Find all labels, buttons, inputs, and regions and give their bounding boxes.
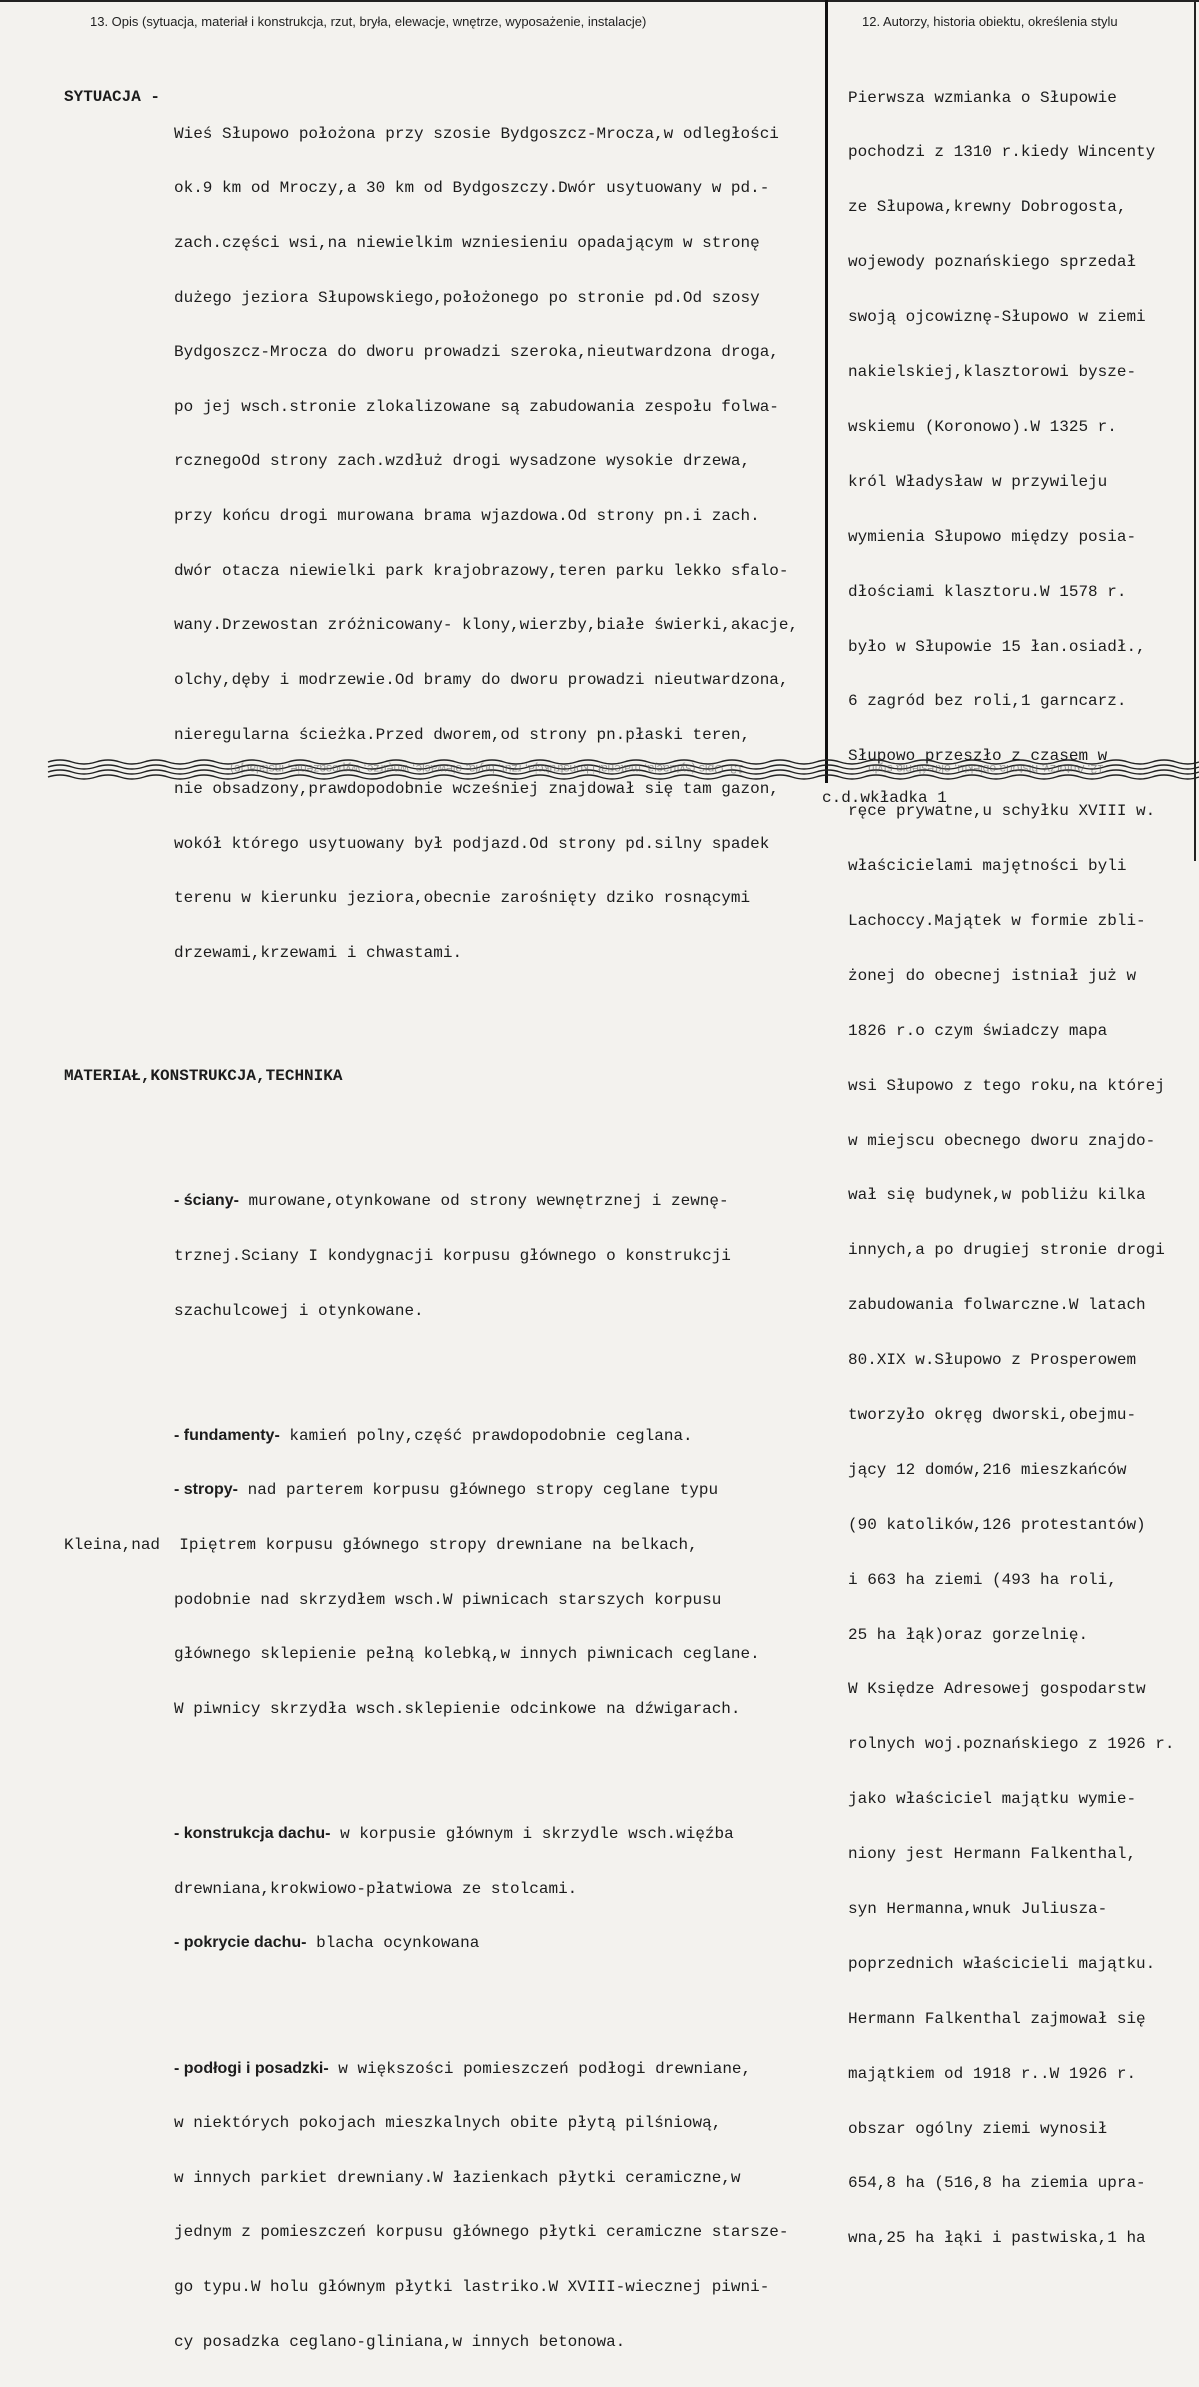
spacer xyxy=(64,1989,824,2005)
foundations-entry xyxy=(174,1427,824,1445)
history-line: pochodzi z 1310 r.kiedy Wincenty xyxy=(848,143,1156,162)
text-line: nieregularna ścieżka.Przed dworem,od strony pn.płaski teren, xyxy=(174,725,751,744)
text-line: Wieś Słupowo położona przy szosie Bydgoszcz-Mrocza,w odległości xyxy=(174,124,779,143)
floors-line: go typu.W holu głównym płytki lastriko.W XVIII-wiecznej piwni- xyxy=(174,2277,770,2296)
history-line: W Księdze Adresowej gospodarstw xyxy=(848,1680,1146,1699)
roof-structure-entry xyxy=(174,1825,824,1843)
history-line: 80.XIX w.Słupowo z Prosperowem xyxy=(848,1351,1137,1370)
roofing-line: blacha ocynkowana xyxy=(306,1934,480,1953)
spacer xyxy=(64,1754,824,1770)
history-line: 25 ha łąk)oraz gorzelnię. xyxy=(848,1625,1089,1644)
ceilings-line: głównego sklepienie pełną kolebką,w innych piwnicach ceglane. xyxy=(174,1645,760,1664)
situation-section xyxy=(64,88,824,998)
history-line: wał się budynek,w pobliżu kilka xyxy=(848,1186,1146,1205)
text-line: Bydgoszcz-Mrocza do dworu prowadzi szeroka,nieutwardzona droga, xyxy=(174,343,779,362)
ceilings-line: Kleina,nad Ipiętrem korpusu głównego stropy drewniane na belkach, xyxy=(64,1536,698,1555)
text-line: zach.części wsi,na niewielkim wzniesieniu opadającym w stronę xyxy=(174,234,760,253)
history-line: rolnych woj.poznańskiego z 1926 r. xyxy=(848,1735,1175,1754)
ceilings-first: nad parterem korpusu głównego stropy ceglane typu xyxy=(238,1481,719,1500)
history-line: syn Hermanna,wnuk Juliusza- xyxy=(848,1899,1108,1918)
history-line: Lachoccy.Majątek w formie zbli- xyxy=(848,911,1146,930)
history-line: jako właściciel majątku wymie- xyxy=(848,1790,1137,1809)
text-line: rcznegoOd strony zach.wzdłuż drogi wysadzone wysokie drzewa, xyxy=(174,452,751,471)
history-line: Hermann Falkenthal zajmował się xyxy=(848,2009,1146,2028)
situation-label: SYTUACJA - xyxy=(64,88,161,107)
history-line: 1826 r.o czym świadczy mapa xyxy=(848,1021,1108,1040)
mirrored-header-right: 12. Autorzy, historia obiektu, określenia stylu xyxy=(868,762,1104,776)
ceilings-line: W piwnicy skrzydła wsch.sklepienie odcinkowe na dźwigarach. xyxy=(174,1699,741,1718)
history-line: ręce prywatne,u schyłku XVIII w. xyxy=(848,802,1156,821)
floors-first: w większości pomieszczeń podłogi drewniane, xyxy=(328,2059,752,2078)
roofing-entry xyxy=(174,1934,824,1952)
history-line: w miejscu obecnego dworu znajdo- xyxy=(848,1131,1156,1150)
foundations-line: kamień polny,część prawdopodobnie ceglana. xyxy=(279,1426,693,1445)
history-line: innych,a po drugiej stronie drogi xyxy=(848,1241,1165,1260)
walls-line-2: trznej.Sciany I kondygnacji korpusu głównego o konstrukcji xyxy=(174,1247,731,1265)
text-line: wany.Drzewostan zróżnicowany- klony,wierzby,białe świerki,akacje, xyxy=(174,616,799,635)
history-line: poprzednich właścicieli majątku. xyxy=(848,1954,1156,1973)
walls-entry xyxy=(174,1192,824,1210)
mirrored-header-left: 13. Opis (sytuacja, materiał i konstrukcja, rzut, bryła, elewacje, wnętrze, wyposażenie, instalacje) xyxy=(230,762,744,776)
history-line: zabudowania folwarczne.W latach xyxy=(848,1296,1146,1315)
roof-structure-line: drewniana,krokwiowo-płatwiowa ze stolcami. xyxy=(174,1879,578,1898)
ceilings-key: - stropy- xyxy=(174,1481,238,1499)
history-line: nakielskiej,klasztorowi bysze- xyxy=(848,363,1137,382)
walls-line-3: szachulcowej i otynkowane. xyxy=(174,1301,424,1320)
situation-text xyxy=(174,88,824,998)
column-divider xyxy=(825,0,828,783)
top-border xyxy=(0,0,1199,2)
text-line: dwór otacza niewielki park krajobrazowy,teren parku lekko sfalo- xyxy=(174,561,789,580)
history-line: król Władysław w przywileju xyxy=(848,472,1108,491)
roof-structure-first: w korpusie głównym i skrzydle wsch.więźba xyxy=(330,1825,734,1844)
floors-entry xyxy=(174,2060,824,2078)
history-line: obszar ogólny ziemi wynosił xyxy=(848,2119,1108,2138)
history-line: wojewody poznańskiego sprzedał xyxy=(848,253,1137,272)
walls-key: - ściany- xyxy=(174,1192,239,1210)
history-line: i 663 ha ziemi (493 ha roli, xyxy=(848,1570,1117,1589)
history-line: było w Słupowie 15 łan.osiadł., xyxy=(848,637,1146,656)
history-line: (90 katolików,126 protestantów) xyxy=(848,1515,1146,1534)
floors-line: cy posadzka ceglano-gliniana,w innych betonowa. xyxy=(174,2332,626,2351)
history-line: żonej do obecnej istniał już w xyxy=(848,966,1137,985)
history-line: dłościami klasztoru.W 1578 r. xyxy=(848,582,1127,601)
material-heading: MATERIAŁ,KONSTRUKCJA,TECHNIKA xyxy=(64,1067,343,1086)
floors-line: jednym z pomieszczeń korpusu głównego płytki ceramiczne starsze- xyxy=(174,2223,789,2242)
right-border xyxy=(1194,0,1196,861)
history-column xyxy=(848,52,1193,2284)
spacer xyxy=(64,1356,824,1372)
history-line: wskiemu (Koronowo).W 1325 r. xyxy=(848,417,1117,436)
history-line: ze Słupowa,krewny Dobrogosta, xyxy=(848,198,1127,217)
history-line: Pierwsza wzmianka o Słupowie xyxy=(848,88,1117,107)
history-line: Słupowo przeszło z czasem w xyxy=(848,747,1108,766)
text-line: drzewami,krzewami i chwastami. xyxy=(174,943,463,962)
ceilings-line: podobnie nad skrzydłem wsch.W piwnicach starszych korpusu xyxy=(174,1590,722,1609)
text-line: olchy,dęby i modrzewie.Od bramy do dworu prowadzi nieutwardzona, xyxy=(174,670,789,689)
floors-line: w innych parkiet drewniany.W łazienkach płytki ceramiczne,w xyxy=(174,2168,741,2187)
history-line: właścicielami majętności byli xyxy=(848,857,1127,876)
text-line: wokół którego usytuowany był podjazd.Od strony pd.silny spadek xyxy=(174,834,770,853)
text-line: po jej wsch.stronie zlokalizowane są zabudowania zespołu folwa- xyxy=(174,397,779,416)
continuation-note: c.d.wkładka 1 xyxy=(822,789,947,807)
history-line: majątkiem od 1918 r..W 1926 r. xyxy=(848,2064,1137,2083)
right-column-header: 12. Autorzy, historia obiektu, określenia stylu xyxy=(862,14,1118,29)
spacer xyxy=(64,1122,824,1138)
text-line: terenu w kierunku jeziora,obecnie zarośnięty dziko rosnącymi xyxy=(174,889,751,908)
history-line: wsi Słupowo z tego roku,na której xyxy=(848,1076,1165,1095)
text-line: ok.9 km od Mroczy,a 30 km od Bydgoszczy.Dwór usytuowany w pd.- xyxy=(174,179,770,198)
history-line: 6 zagród bez roli,1 garncarz. xyxy=(848,692,1127,711)
description-column xyxy=(64,52,824,2387)
history-line: jący 12 domów,216 mieszkańców xyxy=(848,1460,1127,1479)
roofing-key: - pokrycie dachu- xyxy=(174,1934,307,1952)
left-column-header: 13. Opis (sytuacja, materiał i konstrukcja, rzut, bryła, elewacje, wnętrze, wyposażenie, instalacje) xyxy=(90,14,647,29)
walls-line: murowane,otynkowane od strony wewnętrznej i zewnę- xyxy=(238,1192,729,1211)
floors-line: w niektórych pokojach mieszkalnych obite płytą pilśniową, xyxy=(174,2114,722,2133)
text-line: przy końcu drogi murowana brama wjazdowa.Od strony pn.i zach. xyxy=(174,507,760,526)
history-line: 654,8 ha (516,8 ha ziemia upra- xyxy=(848,2174,1146,2193)
history-line: wna,25 ha łąki i pastwiska,1 ha xyxy=(848,2229,1146,2248)
history-line: niony jest Hermann Falkenthal, xyxy=(848,1845,1137,1864)
roof-structure-key: - konstrukcja dachu- xyxy=(174,1825,331,1843)
text-line: nie obsadzony,prawdopodobnie wcześniej znajdował się tam gazon, xyxy=(174,780,779,799)
text-line: dużego jeziora Słupowskiego,położonego po stronie pd.Od szosy xyxy=(174,288,760,307)
history-line: swoją ojcowiznę-Słupowo w ziemi xyxy=(848,308,1146,327)
history-line: wymienia Słupowo między posia- xyxy=(848,527,1137,546)
floors-key: - podłogi i posadzki- xyxy=(174,2059,329,2077)
foundations-key: - fundamenty- xyxy=(174,1426,280,1444)
history-line: tworzyło okręg dworski,obejmu- xyxy=(848,1405,1137,1424)
ceilings-entry xyxy=(174,1481,824,1499)
